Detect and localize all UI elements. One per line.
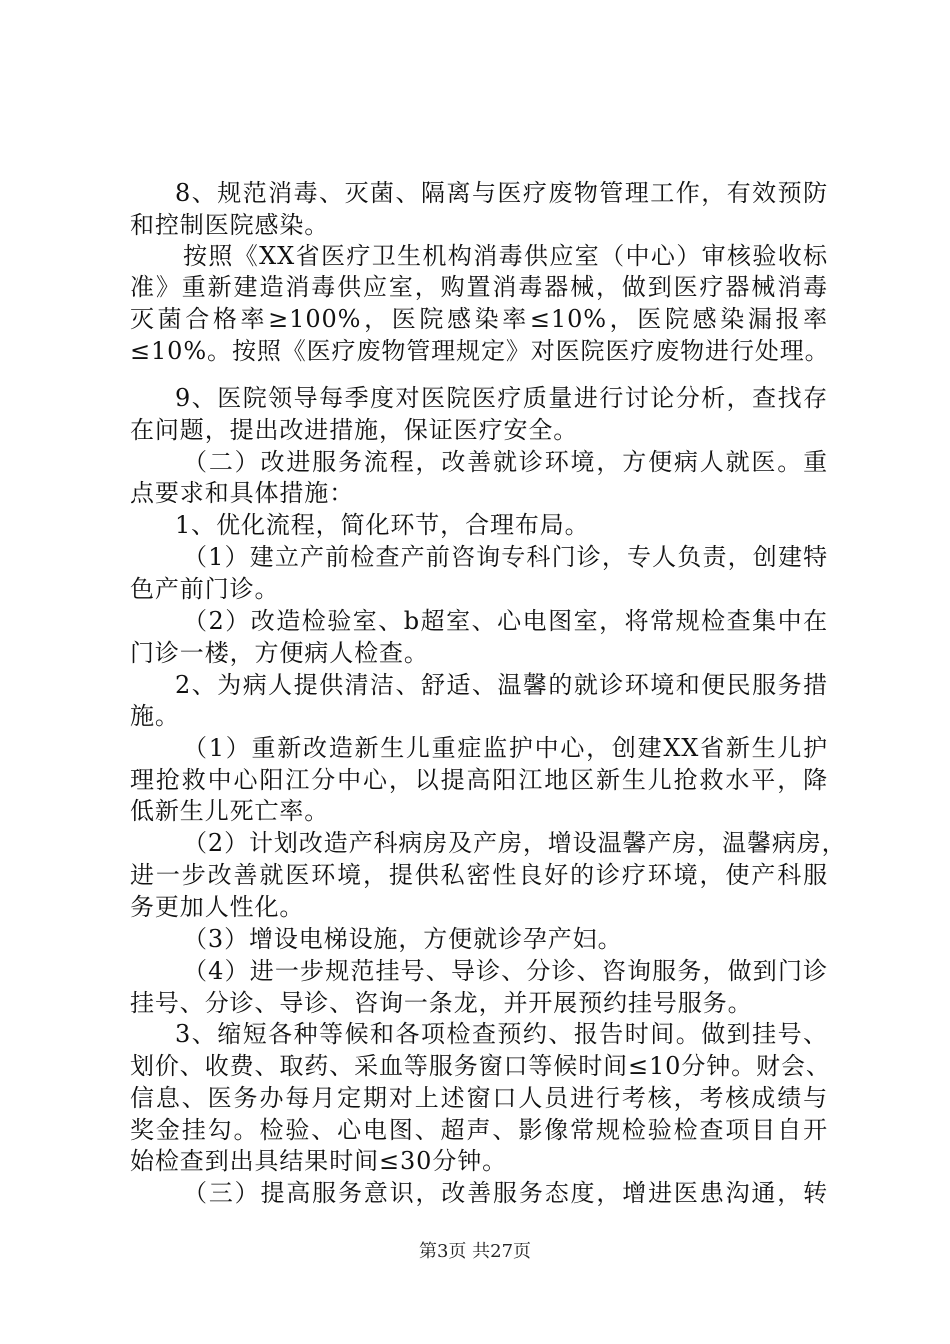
text-line: 2、为病人提供清洁、舒适、温馨的就诊环境和便民服务措 (175, 671, 828, 699)
text-line: 理抢救中心阳江分中心，以提高阳江地区新生儿抢救水平，降 (130, 766, 828, 794)
text-line: 9、医院领导每季度对医院医疗质量进行讨论分析，查找存 (175, 384, 828, 412)
text-line: 准》重新建造消毒供应室，购置消毒器械，做到医疗器械消毒 (130, 273, 828, 301)
text-line: （二）改进服务流程，改善就诊环境，方便病人就医。重 (183, 448, 828, 476)
text-line: 务更加人性化。 (130, 893, 305, 921)
text-line: （3）增设电梯设施，方便就诊孕产妇。 (183, 925, 623, 953)
text-line: （三）提高服务意识，改善服务态度，增进医患沟通，转 (183, 1179, 828, 1207)
text-line: 挂号、分诊、导诊、咨询一条龙，并开展预约挂号服务。 (130, 989, 753, 1017)
text-line: （1）建立产前检查产前咨询专科门诊，专人负责，创建特 (183, 543, 828, 571)
text-line: 奖金挂勾。检验、心电图、超声、影像常规检验检查项目自开 (130, 1116, 828, 1144)
text-line: 在问题，提出改进措施，保证医疗安全。 (130, 416, 579, 444)
text-line: （2）计划改造产科病房及产房，增设温馨产房，温馨病房， (183, 829, 847, 857)
text-line: 划价、收费、取药、采血等服务窗口等候时间≤10分钟。财会、 (130, 1052, 831, 1080)
page-footer: 第3页 共27页 (418, 1241, 532, 1262)
text-line: 8、规范消毒、灭菌、隔离与医疗废物管理工作，有效预防 (175, 179, 828, 207)
text-line: 3、缩短各种等候和各项检查预约、报告时间。做到挂号、 (175, 1020, 828, 1048)
text-line: 始检查到出具结果时间≤30分钟。 (130, 1147, 508, 1175)
text-line: 按照《XX省医疗卫生机构消毒供应室（中心）审核验收标 (183, 242, 828, 270)
text-line: 施。 (130, 702, 180, 730)
text-line: 色产前门诊。 (130, 575, 280, 603)
text-line: 进一步改善就医环境，提供私密性良好的诊疗环境，使产科服 (130, 861, 828, 889)
text-line: 点要求和具体措施： (130, 479, 355, 507)
text-line: 和控制医院感染。 (130, 211, 330, 239)
text-line: 门诊一楼，方便病人检查。 (130, 639, 429, 667)
text-line: ≤10%。按照《医疗废物管理规定》对医院医疗废物进行处理。 (130, 337, 830, 365)
text-line: 1、优化流程，简化环节，合理布局。 (175, 511, 590, 539)
text-line: （4）进一步规范挂号、导诊、分诊、咨询服务，做到门诊 (183, 957, 828, 985)
text-line: 灭菌合格率≥100%，医院感染率≤10%，医院感染漏报率 (130, 305, 828, 333)
text-line: 低新生儿死亡率。 (130, 797, 330, 825)
text-line: （1）重新改造新生儿重症监护中心，创建XX省新生儿护 (183, 734, 828, 762)
text-line: （2）改造检验室、b超室、心电图室，将常规检查集中在 (183, 607, 828, 635)
text-line: 信息、医务办每月定期对上述窗口人员进行考核，考核成绩与 (130, 1084, 828, 1112)
